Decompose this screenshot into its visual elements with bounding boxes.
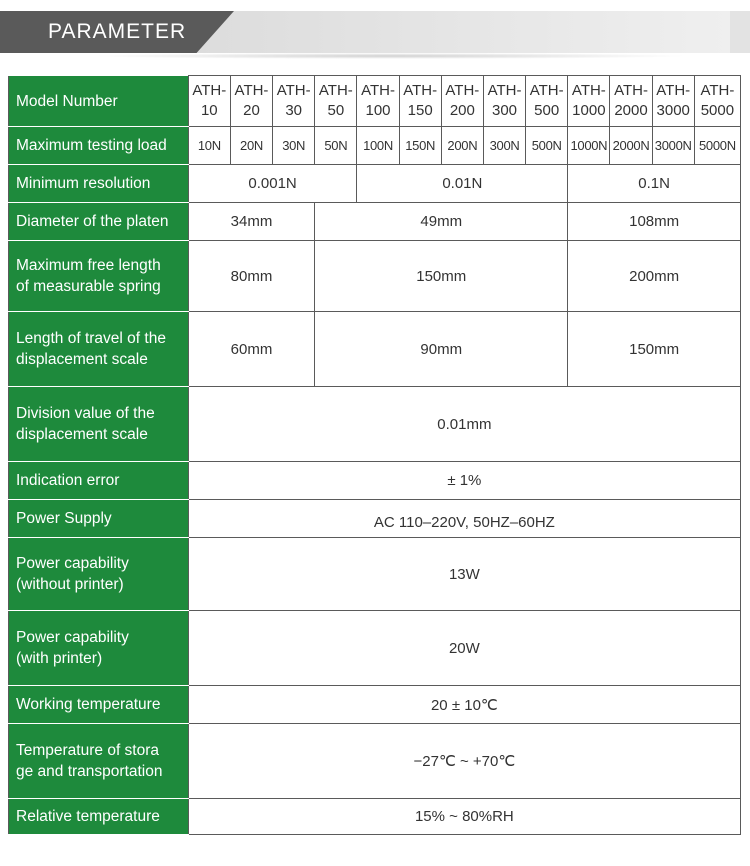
parameter-banner — [0, 0, 750, 58]
row-label-indication-error: Indication error — [9, 462, 189, 500]
value-cell: 13W — [188, 538, 740, 611]
load-cell: 20N — [230, 127, 272, 165]
model-cell: ATH- 20 — [230, 76, 272, 127]
row-label-relative-temperature: Relative temperature — [9, 799, 189, 835]
load-cell: 100N — [357, 127, 399, 165]
row-label-storage-temperature: Temperature of stora ge and transportation — [9, 724, 189, 799]
table-row — [9, 127, 741, 165]
table-row — [9, 203, 741, 241]
model-cell: ATH- 50 — [315, 76, 357, 127]
load-cell: 30N — [273, 127, 315, 165]
row-label-power-without-printer: Power capability (without printer) — [9, 538, 189, 611]
table-row — [9, 462, 741, 500]
model-cell: ATH- 300 — [483, 76, 525, 127]
parameter-table — [8, 75, 741, 835]
model-cell: ATH- 100 — [357, 76, 399, 127]
table-row — [9, 387, 741, 462]
table-row — [9, 611, 741, 686]
value-cell: 0.01N — [357, 165, 568, 203]
model-cell: ATH- 1000 — [568, 76, 610, 127]
table-row — [9, 76, 741, 127]
row-label-min-resolution: Minimum resolution — [9, 165, 189, 203]
table-row — [9, 538, 741, 611]
value-cell: −27℃ ~ +70℃ — [188, 724, 740, 799]
load-cell: 200N — [441, 127, 483, 165]
value-cell: 0.01mm — [188, 387, 740, 462]
value-cell: AC 110–220V, 50HZ–60HZ — [188, 500, 740, 538]
value-cell: 34mm — [188, 203, 315, 241]
value-cell: 108mm — [568, 203, 741, 241]
banner-fade — [190, 11, 730, 53]
row-label-division-value: Division value of the displacement scale — [9, 387, 189, 462]
model-cell: ATH- 10 — [188, 76, 230, 127]
value-cell: 20 ± 10℃ — [188, 686, 740, 724]
load-cell: 50N — [315, 127, 357, 165]
table-row — [9, 312, 741, 387]
model-cell: ATH- 30 — [273, 76, 315, 127]
table-row — [9, 241, 741, 312]
value-cell: ± 1% — [188, 462, 740, 500]
banner-shadow — [90, 53, 690, 59]
table-row — [9, 799, 741, 835]
row-label-platen-diameter: Diameter of the platen — [9, 203, 189, 241]
load-cell: 3000N — [652, 127, 694, 165]
value-cell: 0.001N — [188, 165, 357, 203]
model-cell: ATH- 3000 — [652, 76, 694, 127]
value-cell: 15% ~ 80%RH — [188, 799, 740, 835]
value-cell: 150mm — [568, 312, 741, 387]
model-cell: ATH- 200 — [441, 76, 483, 127]
row-label-free-length: Maximum free length of measurable spring — [9, 241, 189, 312]
load-cell: 500N — [526, 127, 568, 165]
banner-title: PARAMETER — [48, 20, 187, 43]
table-row — [9, 165, 741, 203]
row-label-working-temperature: Working temperature — [9, 686, 189, 724]
load-cell: 150N — [399, 127, 441, 165]
value-cell: 200mm — [568, 241, 741, 312]
table-row — [9, 724, 741, 799]
value-cell: 90mm — [315, 312, 568, 387]
load-cell: 5000N — [694, 127, 740, 165]
row-label-max-load: Maximum testing load — [9, 127, 189, 165]
row-label-power-with-printer: Power capability (with printer) — [9, 611, 189, 686]
load-cell: 300N — [483, 127, 525, 165]
table-row — [9, 500, 741, 538]
value-cell: 20W — [188, 611, 740, 686]
model-cell: ATH- 150 — [399, 76, 441, 127]
table-row — [9, 686, 741, 724]
model-cell: ATH- 5000 — [694, 76, 740, 127]
value-cell: 0.1N — [568, 165, 741, 203]
value-cell: 80mm — [188, 241, 315, 312]
row-label-power-supply: Power Supply — [9, 500, 189, 538]
value-cell: 150mm — [315, 241, 568, 312]
load-cell: 2000N — [610, 127, 652, 165]
load-cell: 10N — [188, 127, 230, 165]
row-label-model-number: Model Number — [9, 76, 189, 127]
value-cell: 49mm — [315, 203, 568, 241]
model-cell: ATH- 2000 — [610, 76, 652, 127]
value-cell: 60mm — [188, 312, 315, 387]
load-cell: 1000N — [568, 127, 610, 165]
model-cell: ATH- 500 — [526, 76, 568, 127]
row-label-travel-length: Length of travel of the displacement scale — [9, 312, 189, 387]
